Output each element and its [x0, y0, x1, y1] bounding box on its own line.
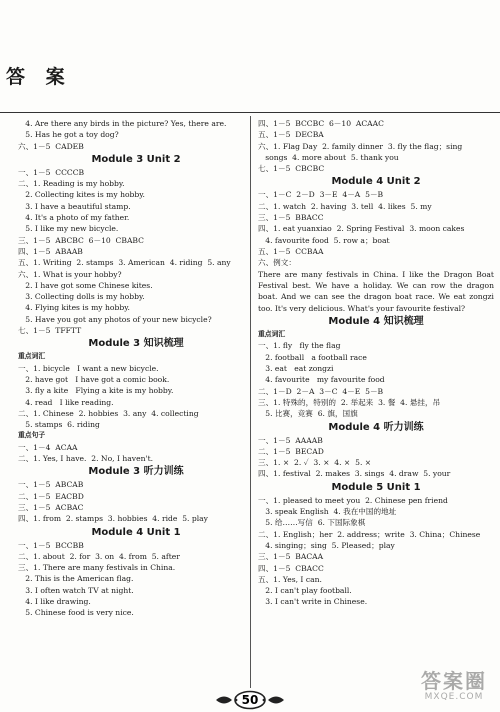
- answer-line: 七、1－5 CBCBC: [258, 164, 325, 174]
- answer-line: 2. have got I have got a comic book.: [18, 374, 170, 384]
- answer-line: 3. eat eat zongzi: [258, 364, 334, 374]
- section-heading: Module 4 Unit 2: [331, 176, 421, 188]
- answer-line: 五、1－5 CCBAA: [258, 246, 324, 256]
- answer-line: 2. football a football race: [258, 352, 367, 362]
- answer-line: 二、1. watch 2. having 3. tell 4. likes 5. my: [258, 201, 432, 211]
- answer-line: 5. 比赛，竞赛 6. 旗，国旗: [258, 409, 358, 419]
- section-heading: Module 3 Unit 2: [91, 153, 181, 165]
- answer-line: 四、1－5 BCCBC 6－10 ACAAC: [258, 119, 384, 128]
- left-column: [18, 118, 254, 619]
- answer-line: 二、1－5 BECAD: [258, 446, 324, 456]
- answer-line: 六、1. What is your hobby?: [18, 269, 122, 279]
- answer-line: 4. Are there any birds in the picture? Yes, there are.: [18, 119, 227, 128]
- answer-line: 一、1－5 AAAAB: [258, 435, 323, 445]
- answer-line: 二、1. English；her 2. address；write 3. China；Chinese: [258, 529, 481, 539]
- answer-line: 4. I like drawing.: [18, 596, 91, 606]
- answer-line: 4. favourite food 5. row a；boat: [258, 235, 390, 245]
- answer-line: 一、1－4 ACAA: [18, 442, 78, 452]
- answer-line: 三、1. 特殊的，特别的 2. 举起来 3. 餐 4. 悬挂，吊: [258, 397, 441, 407]
- watermark-logo: [410, 670, 498, 710]
- right-column: [258, 118, 494, 608]
- answer-line: 四、1－5 ABAAB: [18, 246, 83, 256]
- answer-line: 4. read I like reading.: [18, 397, 114, 407]
- answer-line: 5. Has he got a toy dog?: [18, 130, 119, 140]
- answer-line: 2. Collecting kites is my hobby.: [18, 190, 145, 200]
- page-number-badge: [214, 690, 286, 710]
- section-label: 重点词汇: [18, 352, 46, 361]
- answer-line: 三、1－5 ABCBC 6－10 CBABC: [18, 235, 144, 245]
- answer-line: songs 4. more about 5. thank you: [258, 152, 399, 162]
- section-heading: Module 3 知识梳理: [88, 338, 184, 350]
- answer-line: 2. I have got some Chinese kites.: [18, 280, 153, 290]
- answer-line: 二、1. Chinese 2. hobbies 3. any 4. collecting: [18, 408, 199, 418]
- answer-line: 4. singing；sing 5. Pleased；play: [258, 540, 395, 550]
- section-heading: Module 4 听力训练: [328, 421, 424, 433]
- answer-line: 5. 给……写信 6. 下国际象棋: [258, 518, 366, 528]
- answer-line: 4. favourite my favourite food: [258, 375, 385, 385]
- answer-line: 5. stamps 6. riding: [18, 420, 100, 430]
- answer-line: 2. I can't play football.: [258, 586, 352, 596]
- answer-line: 3. I have a beautiful stamp.: [18, 201, 131, 211]
- answer-line: 一、1. pleased to meet you 2. Chinese pen friend: [258, 495, 448, 505]
- answer-line: 2. This is the American flag.: [18, 574, 134, 584]
- answer-line: 六、1－5 CADEB: [18, 141, 84, 151]
- answer-line: 3. Collecting dolls is my hobby.: [18, 292, 145, 302]
- answer-line: 三、1. × 2. ✓ 3. × 4. × 5. ×: [258, 458, 372, 468]
- sample-paragraph: There are many festivals in China. I like the Dragon Boat Festival best. We have a holiday. We can row the dragon boat. And we can see the dragon boat race. We eat zongzi too. It's very delicious. What's your favourite festival?: [258, 269, 494, 313]
- watermark-glyph: 答案圈: [421, 669, 487, 693]
- section-heading: Module 4 知识梳理: [328, 316, 424, 328]
- answer-line: 三、1. There are many festivals in China.: [18, 563, 176, 573]
- answer-line: 五、1. Writing 2. stamps 3. American 4. riding 5. any: [18, 258, 231, 268]
- answer-line: 五、1－5 DECBA: [258, 130, 324, 140]
- answer-line: 三、1－5 ACBAC: [18, 502, 84, 512]
- answer-line: 二、1－5 EACBD: [18, 491, 84, 501]
- answer-line: 3. I often watch TV at night.: [18, 585, 134, 595]
- answer-line: 七、1－5 TFFTT: [18, 326, 82, 336]
- answer-line: 三、1－5 BACAA: [258, 552, 324, 562]
- answer-line: 一、1. fly fly the flag: [258, 341, 341, 351]
- answer-line: 3. fly a kite Flying a kite is my hobby.: [18, 386, 174, 396]
- page-title: 答 案: [6, 66, 72, 88]
- answer-line: 一、1－5 BCCBB: [18, 540, 84, 550]
- answer-line: 二、1. Yes, I have. 2. No, I haven't.: [18, 454, 154, 464]
- answer-line: 二、1. Reading is my hobby.: [18, 179, 125, 189]
- answer-line: 四、1－5 CBACC: [258, 563, 324, 573]
- section-heading: Module 4 Unit 1: [91, 526, 181, 538]
- answer-line: 四、1. eat yuanxiao 2. Spring Festival 3. moon cakes: [258, 224, 465, 234]
- answer-line: 二、1. about 2. for 3. on 4. from 5. after: [18, 551, 180, 561]
- answer-line: 四、1. festival 2. makes 3. sings 4. draw 5. your: [258, 469, 451, 479]
- answer-line: 3. speak English 4. 我在中国的地址: [258, 507, 397, 517]
- answer-line: 二、1－D 2－A 3－C 4－E 5－B: [258, 386, 384, 396]
- answer-line: 5. Have you got any photos of your new bicycle?: [18, 314, 212, 324]
- section-heading: Module 3 听力训练: [88, 466, 184, 478]
- answer-line: 六、例文：: [258, 258, 296, 268]
- answer-line: 四、1. from 2. stamps 3. hobbies 4. ride 5. play: [18, 514, 208, 524]
- answer-line: 三、1－5 BBACC: [258, 213, 324, 223]
- column-divider: [250, 116, 251, 688]
- answer-line: 六、1. Flag Day 2. family dinner 3. fly the flag；sing: [258, 141, 463, 151]
- section-label: 重点词汇: [258, 330, 286, 339]
- header-rule: [0, 112, 500, 113]
- watermark-url: MXQE.COM: [424, 692, 484, 702]
- section-heading: Module 5 Unit 1: [331, 481, 421, 493]
- section-label: 重点句子: [18, 431, 46, 440]
- answer-line: 5. Chinese food is very nice.: [18, 608, 134, 618]
- answer-line: 4. Flying kites is my hobby.: [18, 303, 130, 313]
- answer-line: 4. It's a photo of my father.: [18, 213, 130, 223]
- answer-line: 一、1. bicycle I want a new bicycle.: [18, 363, 159, 373]
- answer-line: 一、1－5 CCCCB: [18, 167, 85, 177]
- answer-line: 一、1－5 ABCAB: [18, 480, 84, 490]
- answer-line: 5. I like my new bicycle.: [18, 224, 119, 234]
- answer-line: 一、1－C 2－D 3－E 4－A 5－B: [258, 190, 384, 200]
- answer-line: 3. I can't write in Chinese.: [258, 597, 368, 607]
- answer-line: 五、1. Yes, I can.: [258, 574, 322, 584]
- page-number: 50: [241, 693, 259, 707]
